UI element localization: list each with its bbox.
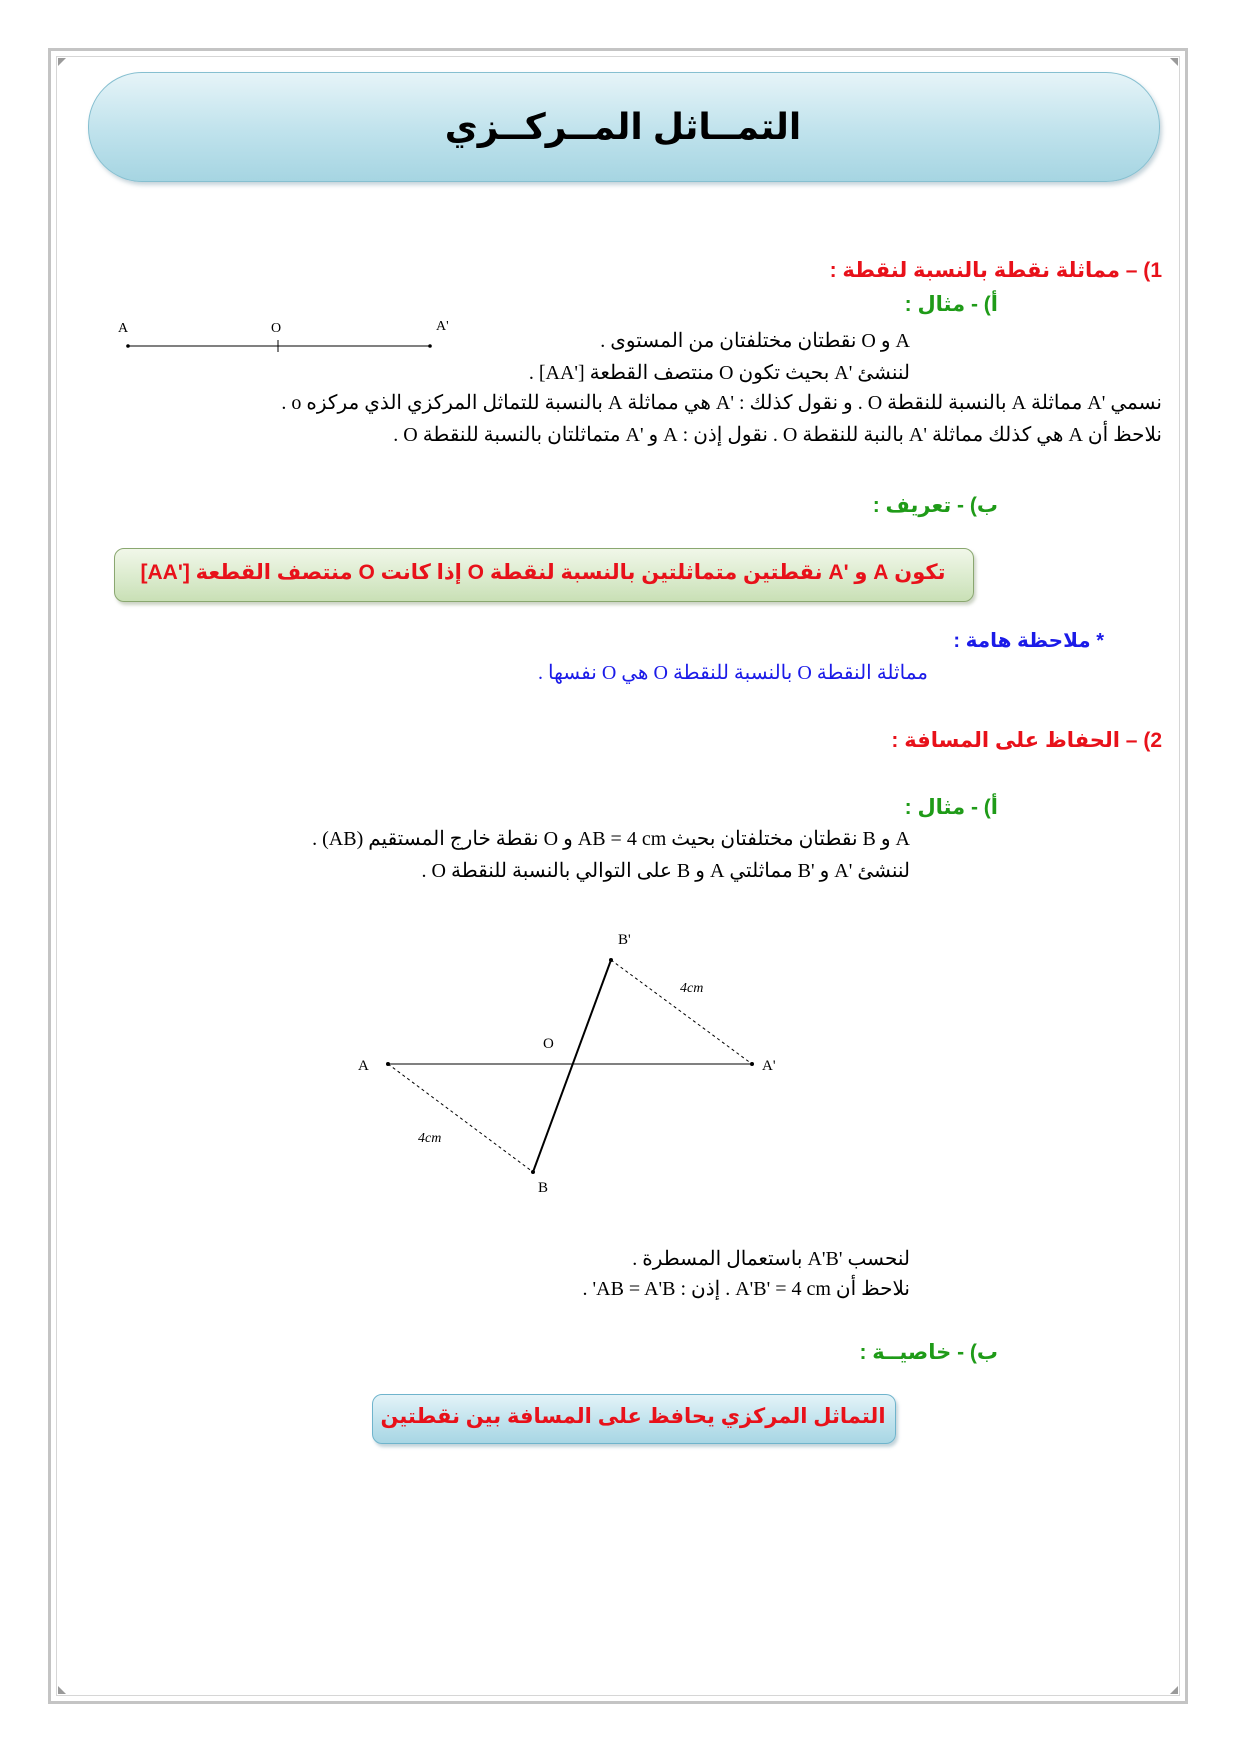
section-2-line-2: لننشئ 'A و 'B مماثلتي A و B على التوالي بالنسبة للنقطة O . <box>421 860 910 882</box>
segment-figure <box>110 312 450 360</box>
section-2-after-line-1: لنحسب 'A'B باستعمال المسطرة . <box>632 1248 910 1270</box>
point-a <box>126 344 130 348</box>
section-1-line-4: نلاحظ أن A هي كذلك مماثلة 'A بالنبة للنقطة O . نقول إذن : A و 'A متماثلتان بالنسبة للنقطة O . <box>393 424 1162 446</box>
point-a-prime <box>428 344 432 348</box>
label-b-prime: B' <box>618 932 631 948</box>
label-b: B <box>538 1180 549 1196</box>
section-2-heading: 2) – الحفاظ على المسافة : <box>891 729 1162 752</box>
section-1-example-heading: أ) - مثال : <box>904 293 998 316</box>
property-heading: ب) - خاصيــة : <box>859 1341 998 1364</box>
point-b <box>531 1170 535 1174</box>
section-2-after-line-2: نلاحظ أن A'B' = 4 cm . إذن : AB = A'B' . <box>582 1278 910 1300</box>
note-text: مماثلة النقطة O بالنسبة للنقطة O هي O نفسها . <box>537 662 928 684</box>
note-heading: * ملاحظة هامة : <box>953 630 1104 652</box>
section-1-line-3: نسمي 'A مماثلة A بالنسبة للنقطة O . و نقول كذلك : 'A هي مماثلة A بالنسبة للتماثل المركزي الذي مركزه o . <box>281 392 1162 414</box>
segment-a-prime-b-prime-dashed <box>611 960 752 1064</box>
section-2-example-heading: أ) - مثال : <box>904 796 998 819</box>
corner-ornament <box>58 58 66 66</box>
line-bb-prime <box>533 960 611 1172</box>
corner-ornament <box>1170 1686 1178 1694</box>
definition-heading: ب) - تعريف : <box>872 494 998 517</box>
point-a <box>386 1062 390 1066</box>
property-text: التماثل المركزي يحافظ على المسافة بين نقطتين <box>380 1405 886 1428</box>
label-a-prime: A' <box>762 1058 776 1074</box>
definition-text: تكون A و 'A نقطتين متماثلتين بالنسبة لنقطة O إذا كانت O منتصف القطعة ['AA] <box>140 561 946 584</box>
page-title: التمــاثل المــركــزي <box>444 106 802 147</box>
corner-ornament <box>1170 58 1178 66</box>
section-1-line-1: A و O نقطتان مختلفتان من المستوى . <box>600 330 910 352</box>
label-a: A <box>118 321 129 336</box>
symmetry-figure <box>340 920 800 1205</box>
section-2-line-1: A و B نقطتان مختلفتان بحيث AB = 4 cm و O نقطة خارج المستقيم (AB) . <box>312 828 910 850</box>
label-a-prime: A' <box>436 319 449 334</box>
label-4cm-bottom: 4cm <box>418 1131 442 1146</box>
label-4cm-top: 4cm <box>680 981 704 996</box>
label-o: O <box>271 321 282 336</box>
point-b-prime <box>609 958 613 962</box>
section-1-heading: 1) – مماثلة نقطة بالنسبة لنقطة : <box>829 259 1162 282</box>
label-a: A <box>358 1058 369 1074</box>
section-1-line-2: لننشئ 'A بحيث تكون O منتصف القطعة ['AA] . <box>528 362 910 384</box>
segment-ab-dashed <box>388 1064 533 1172</box>
corner-ornament <box>58 1686 66 1694</box>
label-o: O <box>543 1036 554 1052</box>
point-a-prime <box>750 1062 754 1066</box>
